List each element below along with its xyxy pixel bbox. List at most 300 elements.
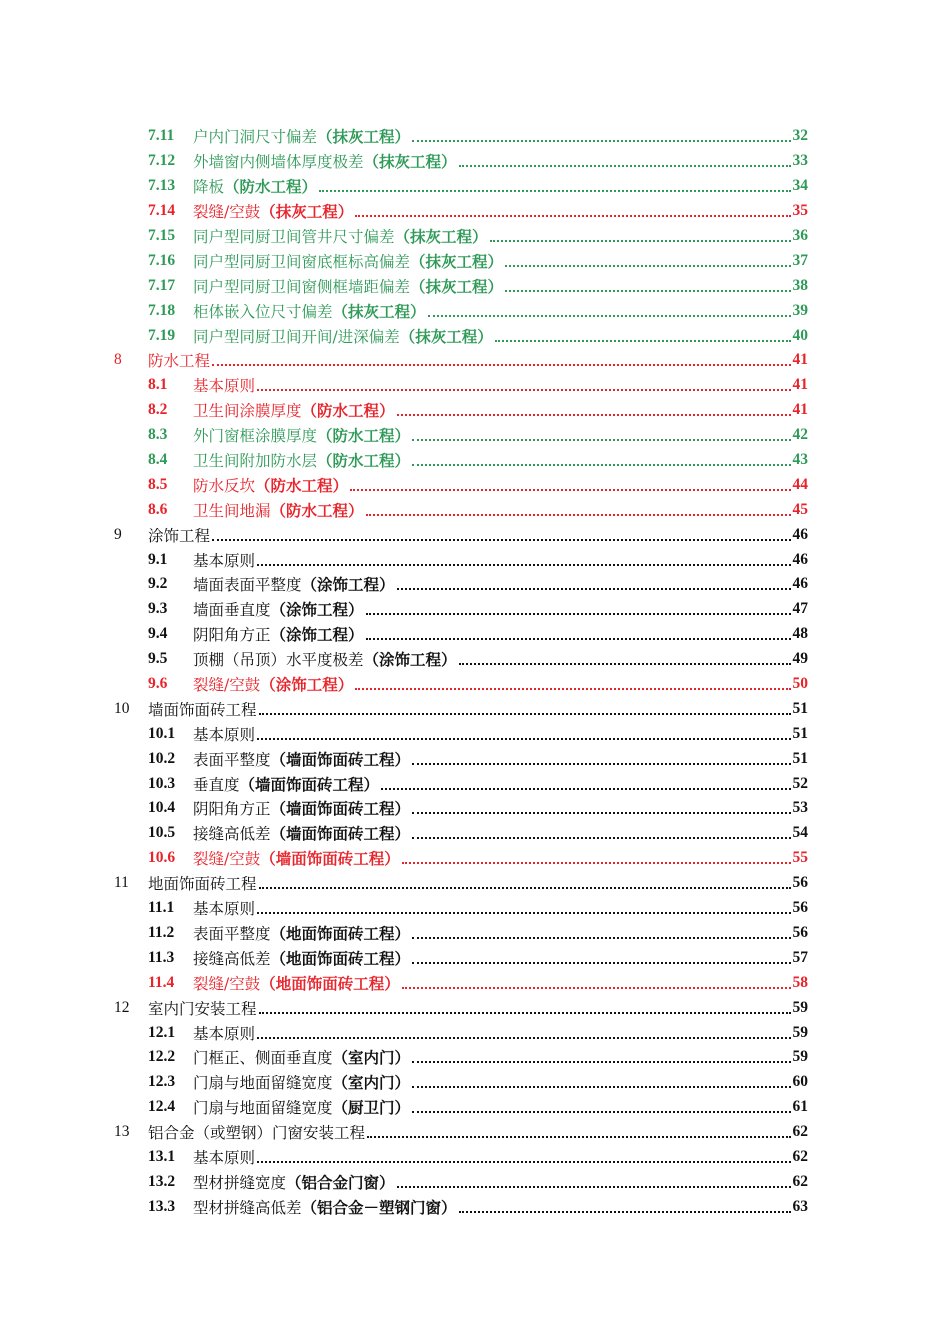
toc-entry-number: 7.15 (148, 227, 176, 244)
toc-entry-title-group (193, 374, 255, 396)
dot-leader (402, 987, 791, 989)
toc-entry-title-group (193, 225, 488, 247)
toc-entry-title: 基本原则 (193, 377, 256, 396)
toc-entry-title: 同户型同厨卫间窗底框标高偏差 (193, 252, 411, 271)
toc-entry-title-group (193, 175, 317, 197)
toc-entry-line (193, 897, 808, 919)
toc-page-number: 62 (792, 1172, 808, 1190)
toc-page-number: 41 (792, 351, 808, 369)
toc-section-entry[interactable] (0, 522, 950, 547)
toc-entry-line (193, 125, 808, 147)
toc-entry-category: （铝合金门窗） (286, 1172, 395, 1192)
toc-entry-title: 接缝高低差 (193, 949, 271, 968)
toc-entry-title-group (193, 474, 348, 496)
toc-entry-number: 10.2 (148, 749, 176, 767)
toc-entry-line (193, 797, 808, 819)
toc-entry-title-group (193, 573, 395, 595)
toc-page-number: 46 (792, 575, 808, 593)
toc-entry-title-group (148, 872, 257, 894)
toc-page-number: 56 (792, 899, 808, 917)
toc-entry-line (193, 1096, 808, 1118)
toc-page-number: 46 (792, 525, 808, 543)
toc-entry-title: 裂缝/空鼓 (193, 850, 261, 869)
toc-page-number: 62 (792, 1123, 808, 1141)
toc-entry-number: 12.4 (148, 1098, 176, 1116)
toc-entry-title: 防水工程 (148, 352, 211, 371)
toc-entry-line (148, 524, 808, 546)
toc-page-number: 56 (792, 923, 808, 941)
toc-entry-title-group (193, 922, 410, 944)
toc-subsection-entry[interactable] (0, 796, 950, 821)
toc-entry-line (193, 847, 808, 869)
toc-entry-line (193, 325, 808, 347)
toc-entry-title-group (193, 549, 255, 571)
toc-entry-number: 9 (114, 525, 122, 543)
toc-subsection-entry[interactable] (0, 149, 950, 174)
toc-entry-title: 外门窗框涂膜厚度 (193, 427, 318, 446)
toc-entry-number: 11 (114, 874, 129, 892)
toc-subsection-entry[interactable] (0, 945, 950, 970)
dot-leader (412, 1086, 790, 1088)
dot-leader (381, 788, 790, 790)
toc-entry-title-group (193, 399, 395, 421)
toc-entry-line (193, 424, 808, 446)
toc-entry-category: （墙面饰面砖工程） (270, 824, 411, 844)
toc-entry-title-group (193, 1022, 255, 1044)
toc-subsection-entry[interactable] (0, 448, 950, 473)
toc-section-entry[interactable] (0, 348, 950, 373)
toc-entry-line (193, 1146, 808, 1168)
toc-page-number: 40 (792, 326, 808, 344)
toc-page-number: 34 (792, 177, 808, 195)
toc-page-number: 61 (792, 1098, 808, 1116)
dot-leader (412, 464, 790, 466)
toc-entry-title-group (193, 275, 503, 297)
toc-entry-line (148, 872, 808, 894)
toc-entry-number: 7.13 (148, 177, 176, 195)
dot-leader (412, 812, 790, 814)
toc-entry-title-group (193, 1096, 410, 1118)
toc-entry-number: 8.3 (148, 426, 168, 444)
dot-leader (257, 389, 790, 391)
toc-entry-number: 7.19 (148, 326, 176, 344)
toc-page-number: 56 (792, 874, 808, 892)
toc-subsection-entry[interactable] (0, 547, 950, 572)
toc-page-number: 54 (792, 824, 808, 842)
toc-subsection-entry[interactable] (0, 1145, 950, 1170)
toc-entry-title: 门扇与地面留缝宽度 (193, 1099, 333, 1118)
toc-entry-title: 裂缝/空鼓 (193, 676, 261, 695)
toc-entry-category: （抹灰工程） (410, 251, 504, 271)
toc-entry-category: （涂饰工程） (363, 650, 457, 670)
toc-subsection-entry[interactable] (0, 398, 950, 423)
toc-entry-number: 7.12 (148, 152, 176, 170)
toc-entry-title: 阴阳角方正 (193, 626, 271, 645)
toc-page-number: 60 (792, 1073, 808, 1091)
toc-entry-title-group (193, 723, 255, 745)
toc-entry-line (193, 200, 808, 222)
toc-entry-category: （地面饰面砖工程） (270, 948, 411, 968)
toc-page-number: 59 (792, 1023, 808, 1041)
toc-entry-category: （涂饰工程） (270, 625, 364, 645)
dot-leader (355, 688, 790, 690)
toc-entry-number: 12.2 (148, 1048, 176, 1066)
toc-entry-number: 7.11 (148, 127, 175, 145)
toc-page-number: 51 (792, 724, 808, 742)
toc-entry-title-group (193, 847, 400, 869)
toc-entry-category: （墙面饰面砖工程） (270, 749, 411, 769)
toc-entry-title-group (193, 1171, 395, 1193)
toc-entry-title-group (193, 598, 364, 620)
dot-leader (412, 1061, 790, 1063)
toc-page-number: 32 (792, 127, 808, 145)
toc-entry-line (193, 723, 808, 745)
dot-leader (259, 887, 791, 889)
toc-entry-title: 卫生间涂膜厚度 (193, 402, 302, 421)
dot-leader (350, 489, 790, 491)
toc-entry-category: （墙面饰面砖工程） (270, 799, 411, 819)
toc-entry-number: 11.4 (148, 973, 175, 991)
toc-entry-title-group (193, 623, 364, 645)
toc-page-number: 38 (792, 276, 808, 294)
toc-entry-title: 型材拼缝宽度 (193, 1173, 287, 1192)
toc-entry-title: 室内门安装工程 (148, 999, 257, 1018)
toc-page-number: 59 (792, 1048, 808, 1066)
toc-page-number: 44 (792, 475, 808, 493)
toc-entry-number: 11.3 (148, 948, 175, 966)
toc-page-number: 55 (792, 849, 808, 867)
dot-leader (505, 265, 790, 267)
dot-leader (259, 713, 791, 715)
dot-leader (319, 190, 790, 192)
toc-entry-title-group (193, 748, 410, 770)
toc-entry-title-group (193, 1196, 457, 1218)
toc-entry-category: （铝合金－塑钢门窗） (301, 1197, 457, 1217)
toc-entry-title: 基本原则 (193, 725, 256, 744)
toc-entry-line (148, 1121, 808, 1143)
toc-entry-title-group (193, 424, 410, 446)
toc-entry-line (193, 748, 808, 770)
dot-leader (402, 862, 791, 864)
toc-entry-category: （涂饰工程） (260, 675, 354, 695)
toc-entry-title: 户内门洞尺寸偏差 (193, 128, 318, 147)
toc-subsection-entry[interactable] (0, 647, 950, 672)
toc-page-number: 35 (792, 202, 808, 220)
toc-entry-number: 13.2 (148, 1172, 176, 1190)
dot-leader (355, 215, 790, 217)
dot-leader (367, 1136, 790, 1138)
dot-leader (397, 1186, 791, 1188)
toc-entry-title-group (148, 524, 210, 546)
toc-entry-title-group (148, 698, 257, 720)
toc-entry-number: 13.1 (148, 1147, 176, 1165)
toc-subsection-entry[interactable] (0, 373, 950, 398)
toc-entry-title-group (193, 822, 410, 844)
toc-section-entry[interactable] (0, 1120, 950, 1145)
toc-entry-category: （抹灰工程） (394, 227, 488, 246)
toc-page-number: 47 (792, 600, 808, 618)
toc-entry-number: 13 (114, 1123, 130, 1141)
toc-section-entry[interactable] (0, 871, 950, 896)
toc-entry-title-group (193, 125, 410, 147)
toc-subsection-entry[interactable] (0, 298, 950, 323)
toc-page-number: 46 (792, 550, 808, 568)
toc-entry-title-group (193, 1071, 410, 1093)
dot-leader (257, 912, 790, 914)
toc-subsection-entry[interactable] (0, 248, 950, 273)
toc-entry-title: 基本原则 (193, 551, 256, 570)
toc-subsection-entry[interactable] (0, 746, 950, 771)
toc-subsection-entry[interactable] (0, 597, 950, 622)
toc-page-number: 39 (792, 301, 808, 319)
toc-entry-line (193, 922, 808, 944)
toc-entry-title-group (193, 449, 410, 471)
toc-entry-title-group (193, 150, 457, 172)
toc-entry-title: 裂缝/空鼓 (193, 974, 261, 993)
toc-entry-title-group (193, 648, 457, 670)
toc-entry-category: （地面饰面砖工程） (260, 973, 400, 993)
toc-entry-category: （墙面饰面砖工程） (239, 774, 380, 794)
toc-entry-title-group (148, 349, 210, 371)
toc-entry-line (148, 349, 808, 371)
dot-leader (412, 763, 790, 765)
toc-subsection-entry[interactable] (0, 174, 950, 199)
toc-entry-title-group (193, 897, 255, 919)
toc-entry-title: 接缝高低差 (193, 825, 271, 844)
toc-entry-category: （防水工程） (317, 426, 411, 446)
toc-entry-line (193, 1071, 808, 1093)
toc-entry-title: 表面平整度 (193, 924, 271, 943)
toc-entry-line (193, 374, 808, 396)
toc-entry-line (193, 1196, 808, 1218)
toc-subsection-entry[interactable] (0, 896, 950, 921)
toc-entry-title-group (193, 325, 493, 347)
toc-entry-title: 阴阳角方正 (193, 800, 271, 819)
toc-page-number: 51 (792, 749, 808, 767)
toc-page-number: 59 (792, 998, 808, 1016)
toc-subsection-entry[interactable] (0, 1045, 950, 1070)
toc-entry-category: （防水工程） (301, 401, 395, 421)
dot-leader (257, 564, 790, 566)
toc-subsection-entry[interactable] (0, 921, 950, 946)
toc-entry-title-group (148, 1121, 365, 1143)
toc-entry-line (193, 549, 808, 571)
dot-leader (412, 937, 790, 939)
toc-entry-number: 11.2 (148, 923, 175, 941)
toc-subsection-entry[interactable] (0, 1020, 950, 1045)
toc-entry-number: 8.6 (148, 500, 168, 518)
toc-page-number: 62 (792, 1147, 808, 1165)
toc-entry-number: 12.1 (148, 1023, 176, 1041)
toc-entry-number: 7.14 (148, 202, 176, 220)
toc-entry-title: 门扇与地面留缝宽度 (193, 1074, 333, 1093)
toc-entry-category: （室内门） (332, 1048, 411, 1068)
dot-leader (412, 837, 790, 839)
toc-entry-category: （抹灰工程） (399, 326, 493, 346)
toc-entry-line (193, 225, 808, 247)
toc-entry-number: 12.3 (148, 1073, 176, 1091)
toc-entry-title-group (193, 972, 400, 994)
toc-entry-number: 10.4 (148, 799, 176, 817)
toc-entry-title: 同户型同厨卫间开间/进深偏差 (193, 327, 400, 346)
toc-entry-number: 13.3 (148, 1197, 176, 1215)
toc-entry-category: （防水工程） (270, 500, 364, 520)
toc-entry-number: 10.3 (148, 774, 176, 792)
toc-entry-number: 7.18 (148, 301, 176, 319)
toc-subsection-entry[interactable] (0, 672, 950, 697)
toc-entry-title-group (193, 673, 353, 695)
toc-subsection-entry[interactable] (0, 124, 950, 149)
toc-entry-number: 12 (114, 998, 130, 1016)
toc-entry-line (193, 399, 808, 421)
dot-leader (366, 638, 791, 640)
toc-entry-title: 地面饰面砖工程 (148, 875, 257, 894)
toc-subsection-entry[interactable] (0, 622, 950, 647)
toc-entry-category: （抹灰工程） (332, 301, 426, 321)
toc-entry-category: （防水工程） (255, 475, 349, 495)
dot-leader (397, 414, 791, 416)
toc-page-number: 41 (792, 376, 808, 394)
toc-subsection-entry[interactable] (0, 970, 950, 995)
toc-entry-line (193, 773, 808, 795)
toc-entry-number: 10.6 (148, 849, 176, 867)
dot-leader (257, 1037, 790, 1039)
toc-entry-title-group (148, 997, 257, 1019)
toc-page-number: 58 (792, 973, 808, 991)
toc-entry-category: （地面饰面砖工程） (270, 923, 411, 943)
dot-leader (412, 439, 790, 441)
toc-page-number: 63 (792, 1197, 808, 1215)
dot-leader (495, 340, 791, 342)
toc-entry-title: 裂缝/空鼓 (193, 203, 261, 222)
dot-leader (212, 539, 790, 541)
toc-subsection-entry[interactable] (0, 497, 950, 522)
toc-entry-title-group (193, 300, 426, 322)
toc-entry-title-group (193, 499, 364, 521)
toc-entry-title-group (193, 773, 379, 795)
toc-entry-number: 8.1 (148, 376, 168, 394)
toc-entry-line (193, 499, 808, 521)
toc-subsection-entry[interactable] (0, 1194, 950, 1219)
dot-leader (366, 613, 791, 615)
toc-subsection-entry[interactable] (0, 1169, 950, 1194)
toc-subsection-entry[interactable] (0, 224, 950, 249)
dot-leader (212, 364, 790, 366)
toc-entry-line (193, 449, 808, 471)
toc-entry-line (193, 1171, 808, 1193)
dot-leader (459, 1211, 791, 1213)
toc-entry-number: 11.1 (148, 899, 175, 917)
toc-subsection-entry[interactable] (0, 199, 950, 224)
toc-entry-number: 9.5 (148, 650, 168, 668)
toc-entry-title-group (193, 250, 503, 272)
dot-leader (459, 165, 791, 167)
toc-page-number: 51 (792, 699, 808, 717)
toc-entry-category: （室内门） (332, 1073, 411, 1093)
toc-subsection-entry[interactable] (0, 323, 950, 348)
toc-entry-title: 降板 (193, 178, 225, 197)
toc-entry-line (193, 598, 808, 620)
dot-leader (412, 1111, 790, 1113)
toc-subsection-entry[interactable] (0, 472, 950, 497)
toc-entry-line (193, 573, 808, 595)
dot-leader (397, 588, 791, 590)
toc-subsection-entry[interactable] (0, 821, 950, 846)
toc-entry-line (148, 997, 808, 1019)
toc-entry-number: 9.4 (148, 625, 168, 643)
toc-entry-line (193, 150, 808, 172)
toc-subsection-entry[interactable] (0, 1070, 950, 1095)
toc-entry-line (193, 623, 808, 645)
toc-subsection-entry[interactable] (0, 273, 950, 298)
toc-entry-number: 10.1 (148, 724, 176, 742)
toc-entry-category: （涂饰工程） (301, 575, 395, 595)
toc-page-number: 33 (792, 152, 808, 170)
toc-entry-title: 顶棚（吊顶）水平度极差 (193, 651, 364, 670)
toc-entry-line (193, 822, 808, 844)
toc-entry-number: 9.2 (148, 575, 168, 593)
toc-entry-title: 铝合金（或塑钢）门窗安装工程 (148, 1124, 366, 1143)
toc-entry-title-group (193, 1046, 410, 1068)
toc-entry-line (193, 474, 808, 496)
toc-entry-title-group (193, 200, 353, 222)
table-of-contents (0, 124, 950, 1219)
toc-entry-line (193, 1022, 808, 1044)
toc-entry-line (193, 673, 808, 695)
dot-leader (459, 663, 791, 665)
toc-section-entry[interactable] (0, 995, 950, 1020)
toc-entry-category: （防水工程） (224, 177, 318, 197)
toc-entry-title: 墙面饰面砖工程 (148, 700, 257, 719)
toc-entry-category: （涂饰工程） (270, 600, 364, 620)
toc-subsection-entry[interactable] (0, 423, 950, 448)
toc-entry-title: 同户型同厨卫间管井尺寸偏差 (193, 228, 395, 246)
toc-entry-line (148, 698, 808, 720)
toc-page-number: 50 (792, 675, 808, 693)
dot-leader (259, 1012, 791, 1014)
dot-leader (505, 290, 790, 292)
toc-section-entry[interactable] (0, 696, 950, 721)
toc-entry-number: 10 (114, 699, 130, 717)
toc-entry-category: （抹灰工程） (410, 276, 504, 296)
toc-entry-title: 外墙窗内侧墙体厚度极差 (193, 153, 364, 172)
toc-subsection-entry[interactable] (0, 721, 950, 746)
toc-entry-title: 基本原则 (193, 1024, 256, 1043)
toc-entry-title: 垂直度 (193, 775, 240, 794)
toc-entry-line (193, 1046, 808, 1068)
toc-page-number: 41 (792, 401, 808, 419)
toc-page-number: 43 (792, 451, 808, 469)
toc-subsection-entry[interactable] (0, 771, 950, 796)
toc-page-number: 45 (792, 500, 808, 518)
toc-entry-category: （抹灰工程） (317, 127, 411, 147)
toc-page-number: 52 (792, 774, 808, 792)
toc-entry-category: （抹灰工程） (363, 152, 457, 172)
toc-entry-title: 基本原则 (193, 900, 256, 919)
toc-entry-title: 墙面垂直度 (193, 601, 271, 620)
toc-subsection-entry[interactable] (0, 1095, 950, 1120)
toc-entry-title-group (193, 1146, 255, 1168)
toc-entry-line (193, 250, 808, 272)
toc-entry-number: 8.4 (148, 451, 168, 469)
toc-entry-number: 8 (114, 351, 122, 369)
dot-leader (428, 315, 791, 317)
toc-subsection-entry[interactable] (0, 572, 950, 597)
toc-entry-category: （墙面饰面砖工程） (260, 849, 400, 869)
toc-entry-line (193, 300, 808, 322)
toc-subsection-entry[interactable] (0, 846, 950, 871)
toc-entry-line (193, 648, 808, 670)
